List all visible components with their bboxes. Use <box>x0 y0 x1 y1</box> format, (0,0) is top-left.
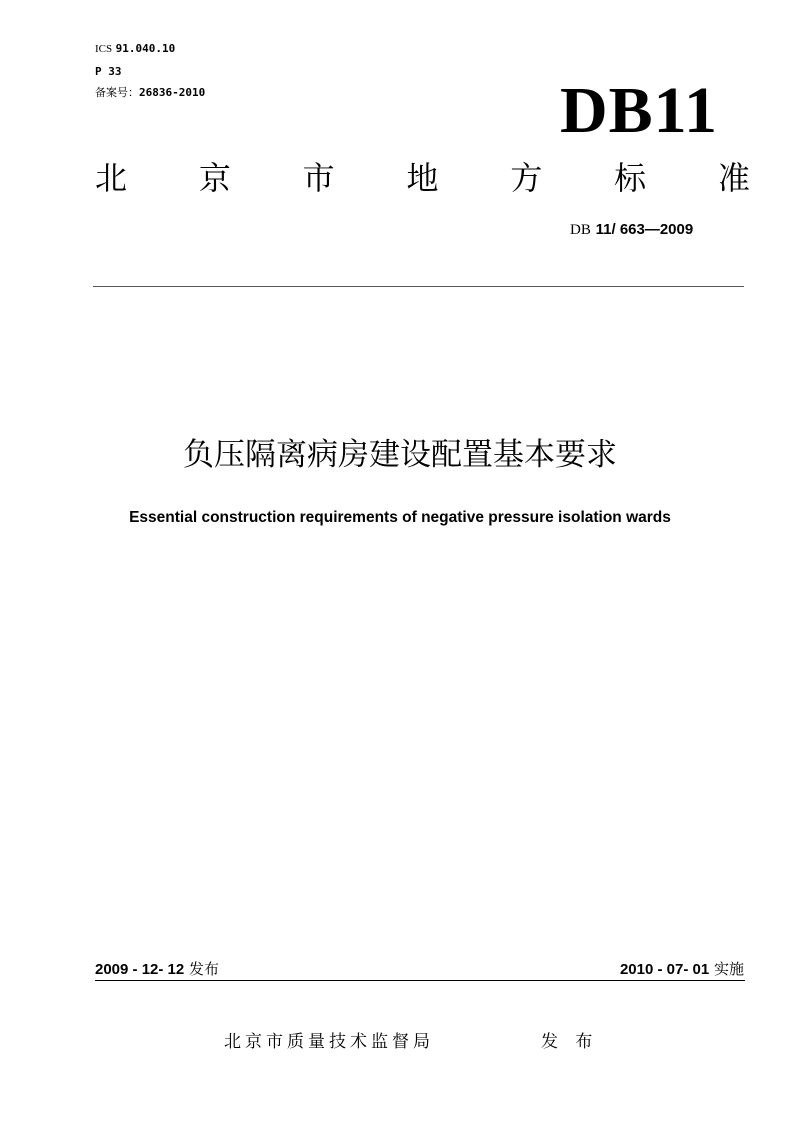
issue-date-line <box>95 960 219 979</box>
ics-value: 91.040.10 <box>115 42 176 55</box>
implement-date-line <box>620 960 744 979</box>
classification-value: P 33 <box>95 65 122 78</box>
document-title-chinese: 负压隔离病房建设配置基本要求 <box>183 437 617 473</box>
standard-type-char: 方 <box>510 159 543 197</box>
db11-logo: DB11 <box>560 74 719 147</box>
document-title-english: Essential construction requirements of negative pressure isolation wards <box>129 509 671 526</box>
publisher-name: 北京市质量技术监督局 <box>224 1032 434 1052</box>
implement-date: 2010 - 07- 01 <box>619 961 710 978</box>
standard-type-heading <box>95 160 750 196</box>
footer-divider <box>95 980 745 981</box>
standard-number-prefix: DB <box>570 222 591 238</box>
standard-number-value: 11/ 663—2009 <box>595 221 694 238</box>
standard-type-char: 标 <box>614 159 647 197</box>
record-number <box>95 86 205 100</box>
standard-type-char: 市 <box>302 159 335 197</box>
standard-type-char: 北 <box>95 159 128 197</box>
publish-label: 发 布 <box>541 1032 599 1052</box>
standard-number <box>570 220 693 239</box>
standard-type-char: 京 <box>198 159 231 197</box>
ics-label: ICS <box>95 43 113 55</box>
implement-label: 实施 <box>713 960 744 978</box>
header-divider <box>93 286 744 287</box>
ics-code <box>95 42 175 56</box>
record-value: 26836-2010 <box>139 86 206 99</box>
record-label: 备案号： <box>95 86 139 99</box>
standard-type-char: 准 <box>717 159 750 197</box>
classification-code <box>95 65 122 79</box>
standard-type-char: 地 <box>406 159 439 197</box>
issue-label: 发布 <box>189 960 220 978</box>
issue-date: 2009 - 12- 12 <box>95 961 185 978</box>
